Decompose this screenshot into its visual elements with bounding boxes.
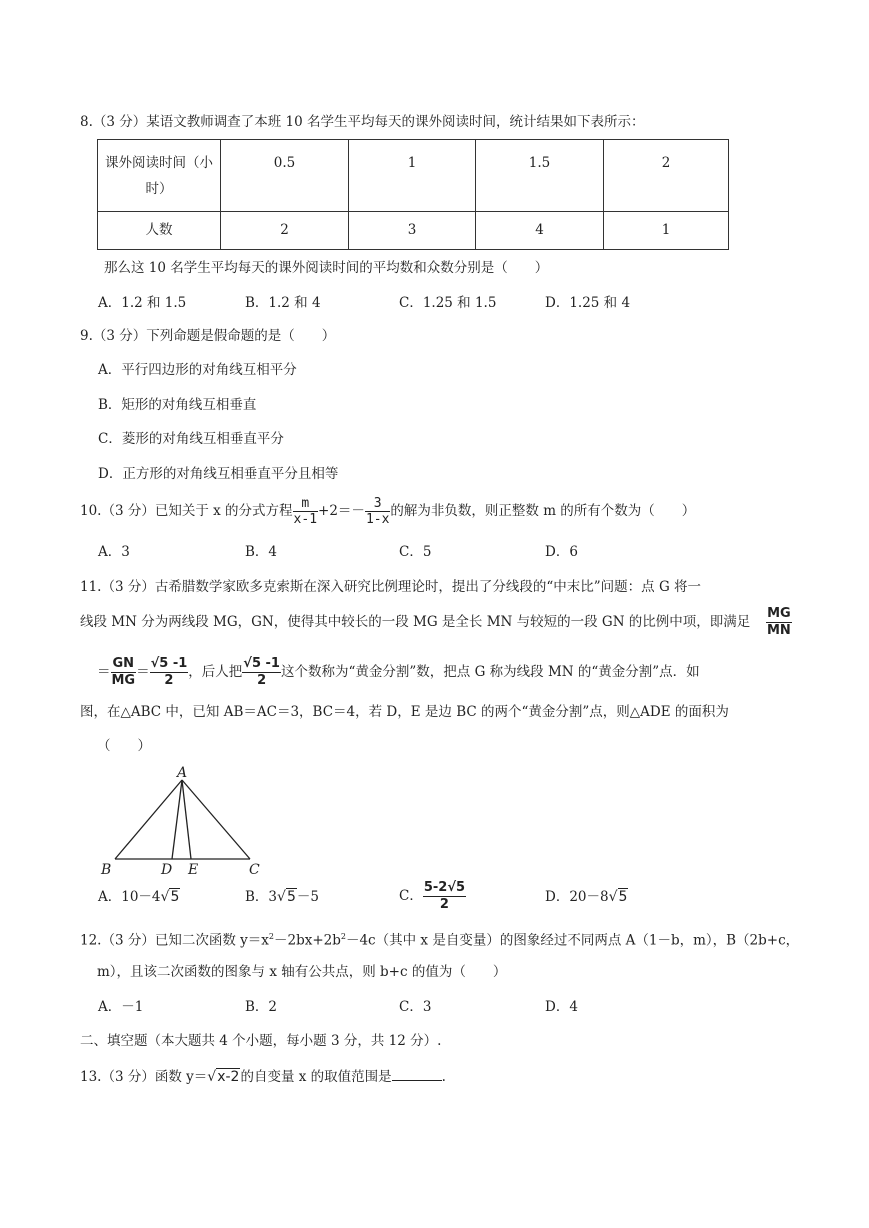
table-cell: 1.5 [476, 140, 604, 212]
table-cell: 1 [349, 140, 476, 212]
table-cell: 0.5 [221, 140, 349, 212]
table-header-count: 人数 [98, 212, 221, 250]
q12-option-c: C．3 [399, 999, 432, 1015]
q11-option-b: B．3√5－5 [245, 889, 319, 905]
sqrt-icon: √ [150, 656, 160, 671]
q11-line1: 11.（3 分）古希腊数学家欧多克索斯在深入研究比例理论时，提出了分线段的“中末比”问题：点 G 将一 [80, 579, 702, 595]
q8-option-d: D．1.25 和 4 [545, 295, 631, 311]
table-cell: 3 [349, 212, 476, 250]
label-e: E [188, 862, 199, 877]
q8-stem: 8.（3 分）某语文教师调查了本班 10 名学生平均每天的课外阅读时间，统计结果如下表所示： [80, 114, 645, 130]
side-ac [182, 780, 250, 859]
segment-ad [172, 780, 182, 859]
q9-stem: 9.（3 分）下列命题是假命题的是（ ） [80, 328, 336, 344]
q12-line2: m），且该二次函数的图象与 x 轴有公共点，则 b+c 的值为（ ） [97, 964, 507, 980]
q12-option-b: B．2 [245, 999, 278, 1015]
sqrt-icon: √ [608, 889, 618, 905]
table-cell: 2 [221, 212, 349, 250]
q10-option-b: B．4 [245, 544, 278, 560]
table-cell: 1 [604, 212, 729, 250]
sqrt-icon: √ [243, 656, 252, 671]
table-cell: 4 [476, 212, 604, 250]
q11-option-d: D．20－8√5 [545, 889, 628, 905]
label-c: C [249, 862, 260, 877]
q12-option-a: A．－1 [98, 999, 144, 1015]
fraction-m-over-x-1: $\frac{m}{x-1}$ [293, 496, 318, 527]
q11-line4: 图，在△ABC 中，已知 AB＝AC＝3，BC＝4，若 D，E 是边 BC 的两个“黄金分割”点，则△ADE 的面积为 [80, 704, 729, 720]
q13-stem: 13.（3 分）函数 y＝√x-2的自变量 x 的取值范围是 . [80, 1066, 446, 1086]
reading-time-table [97, 139, 729, 250]
q10-option-d: D．6 [545, 544, 578, 560]
q8-question: 那么这 10 名学生平均每天的课外阅读时间的平均数和众数分别是（ ） [104, 260, 549, 276]
sqrt-icon: √ [207, 1069, 217, 1085]
label-b: B [101, 862, 112, 877]
sqrt-icon: √ [447, 880, 457, 895]
q11-option-a: A．10－4√5 [98, 889, 180, 905]
q11-line2: 线段 MN 分为两线段 MG，GN，使得其中较长的一段 MG 是全长 MN 与较短的一段 GN 的比例中项，即满足 [80, 614, 751, 630]
section-fill-in-blank-title: 二、填空题（本大题共 4 个小题，每小题 3 分，共 12 分）. [80, 1033, 442, 1049]
side-ab [115, 780, 182, 859]
golden-ratio-fraction-2: $\frac{√5 -1}{2}$ [243, 656, 280, 688]
q10-stem: 10.（3 分）已知关于 x 的分式方程 $\frac{m}{x-1}$ +2＝－ $\frac{3}{1-x}$ 的解为非负数，则正整数 m 的所有个数为（ ） [80, 496, 696, 527]
fraction-3-over-1-x: $\frac{3}{1-x}$ [365, 496, 390, 527]
answer-blank[interactable] [392, 1066, 442, 1081]
q10-option-c: C．5 [399, 544, 432, 560]
q11-line5: （ ） [97, 738, 151, 754]
q9-option-a: A．平行四边形的对角线互相平分 [98, 362, 297, 378]
q8-option-b: B．1.2 和 4 [245, 295, 321, 311]
q12-option-d: D．4 [545, 999, 578, 1015]
sqrt-icon: √ [277, 889, 286, 905]
q8-option-a: A．1.2 和 1.5 [98, 295, 187, 311]
q8-option-c: C．1.25 和 1.5 [399, 295, 497, 311]
label-d: D [161, 862, 173, 877]
triangle-abc-figure [95, 762, 275, 877]
q10-option-a: A．3 [98, 544, 130, 560]
sqrt-icon: √ [160, 889, 170, 905]
golden-ratio-fraction: $\frac{√5 -1}{2}$ [150, 656, 188, 688]
label-a: A [177, 765, 188, 781]
q11-line3: ＝ $\frac{GN}{MG}$ ＝ $\frac{√5 -1}{2}$ ，后人把 $\frac{√5 -1}{2}$ 这个数称为“黄金分割”数，把点 G 称为线段 MN 的“黄金分割”点．如 [97, 656, 700, 688]
q11-option-c: C． $\frac{5-2√5}{2}$ [399, 880, 466, 912]
segment-ae [182, 780, 191, 859]
fraction-mg-over-mn: $\frac{MG}{MN}$ [767, 606, 791, 638]
q9-option-d: D．正方形的对角线互相垂直平分且相等 [98, 466, 339, 482]
fraction-gn-over-mg: $\frac{GN}{MG}$ [111, 656, 136, 688]
table-cell: 2 [604, 140, 729, 212]
q9-option-c: C．菱形的对角线互相垂直平分 [98, 431, 284, 447]
q9-option-b: B．矩形的对角线互相垂直 [98, 397, 257, 413]
q12-line1: 12.（3 分）已知二次函数 $y=x^2-2bx+2b^2-4c$（其中 x 是自变量）的图象经过不同两点 A（1－b，m），B（2b+c， [80, 932, 800, 949]
table-header-time: 课外阅读时间（小 时） [98, 140, 221, 212]
